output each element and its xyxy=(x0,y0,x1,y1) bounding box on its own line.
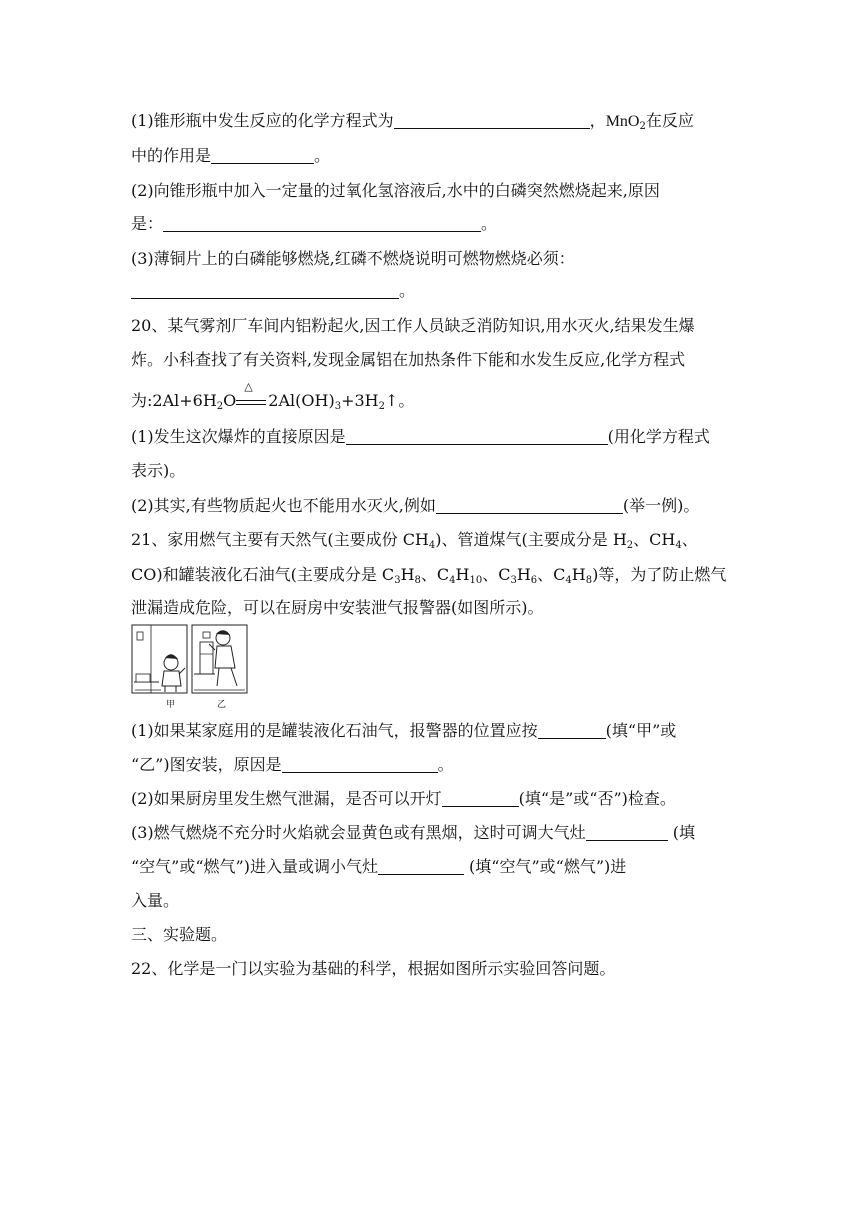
subscript: 6 xyxy=(530,575,538,586)
mno2-formula: MnO xyxy=(605,113,640,130)
eq-part: ↑。 xyxy=(385,391,415,410)
heat-triangle-icon: △ xyxy=(244,380,253,393)
q21-text: H xyxy=(400,565,415,584)
q19-p3-text: (3)薄铜片上的白磷能够燃烧,红磷不燃烧说明可燃物燃烧必须： xyxy=(131,249,575,268)
q21-text: )、管道煤气(主要成分是 H xyxy=(435,530,627,549)
subscript: 2 xyxy=(216,401,224,412)
answer-blank[interactable] xyxy=(163,215,481,232)
q20-text2: 炸。小科查找了有关资料,发现金属铝在加热条件下能和水发生反应,化学方程式 xyxy=(131,350,686,369)
q19-part2-line1 xyxy=(131,181,660,201)
q20-p1-text2: (用化学方程式 xyxy=(607,427,710,446)
heating-condition xyxy=(236,380,268,411)
q21-p3-text: (3)燃气燃烧不充分时火焰就会显黄色或有黑烟，这时可调大气灶 xyxy=(131,823,586,842)
q19-part3-line1 xyxy=(131,249,575,269)
section3-title: 三、实验题。 xyxy=(131,925,228,944)
q20-part1-line1 xyxy=(131,427,710,447)
q19-p1-comma: ， xyxy=(589,111,606,130)
q19-p1-text-end: 在反应 xyxy=(645,111,694,130)
answer-blank[interactable] xyxy=(394,112,590,129)
subscript: 2 xyxy=(378,401,385,412)
subscript: 3 xyxy=(510,575,517,586)
q21-text3: 泄漏造成危险，可以在厨房中安装泄气报警器(如图所示)。 xyxy=(131,598,544,617)
figure-label-yi: 乙 xyxy=(217,700,227,710)
q20-equation xyxy=(131,380,415,412)
answer-blank[interactable] xyxy=(436,497,623,514)
q21-p3-text3: “空气”或“燃气”)进入量或调小气灶 xyxy=(131,857,378,876)
q19-p2-text: (2)向锥形瓶中加入一定量的过氧化氢溶液后,水中的白磷突然燃烧起来,原因 xyxy=(131,181,660,200)
q21-text: 、C xyxy=(420,565,450,584)
q19-p1-period: 。 xyxy=(314,146,331,165)
q19-p3-period: 。 xyxy=(399,281,416,300)
q20-p2-text: (2)其实,有些物质起火也不能用水灭火,例如 xyxy=(131,496,436,515)
subscript: 8 xyxy=(414,575,421,586)
answer-blank[interactable] xyxy=(131,282,399,299)
subscript: 4 xyxy=(449,575,456,586)
q20-line2 xyxy=(131,350,685,370)
q21-text: )等，为了防止燃气 xyxy=(592,565,727,584)
q19-part1-line2 xyxy=(131,146,330,166)
answer-blank[interactable] xyxy=(282,756,438,773)
eq-part: +3H xyxy=(341,391,379,410)
q21-line1 xyxy=(131,530,698,550)
q21-text: CO)和罐装液化石油气(主要成分是 C xyxy=(131,565,395,584)
section-heading-experiments xyxy=(131,925,227,945)
q21-part3-line2 xyxy=(131,857,626,877)
q19-p2-text2: 是： xyxy=(131,214,164,233)
q21-text: 、CH xyxy=(633,530,676,549)
subscript: 4 xyxy=(565,575,572,586)
subscript: 10 xyxy=(469,575,483,586)
subscript: 4 xyxy=(675,540,682,551)
q19-part3-line2 xyxy=(131,281,415,301)
q20-p1-text: (1)发生这次爆炸的直接原因是 xyxy=(131,427,346,446)
q21-part1-line1 xyxy=(131,721,676,741)
q20-p2-text2: (举一例)。 xyxy=(622,496,700,515)
answer-blank[interactable] xyxy=(538,722,606,739)
gas-alarm-illustration xyxy=(131,624,249,700)
q21-text: 、 xyxy=(681,530,698,549)
q21-part3-line1 xyxy=(131,823,695,843)
q19-part2-line2 xyxy=(131,214,497,234)
q21-text: H xyxy=(455,565,470,584)
answer-blank[interactable] xyxy=(442,790,519,807)
answer-blank[interactable] xyxy=(586,824,668,841)
subscript: 2 xyxy=(626,540,634,551)
subscript: 4 xyxy=(428,540,436,551)
eq-part: O xyxy=(223,391,237,410)
q21-text: H xyxy=(571,565,586,584)
q21-p1-text3: “乙”)图安装，原因是 xyxy=(131,755,282,774)
q21-p3-text5: 入量。 xyxy=(131,891,180,910)
q21-text: 、C xyxy=(537,565,566,584)
answer-blank[interactable] xyxy=(211,147,314,164)
q19-p2-period: 。 xyxy=(481,214,498,233)
q21-part1-line2 xyxy=(131,755,454,775)
q20-line1 xyxy=(131,316,695,336)
q21-text: 21、家用燃气主要有天然气(主要成份 CH xyxy=(131,530,429,549)
q21-part3-line3 xyxy=(131,891,179,911)
subscript: 8 xyxy=(585,575,593,586)
q20-part2 xyxy=(131,496,699,516)
subscript: 3 xyxy=(334,401,342,412)
q21-line2 xyxy=(131,565,726,585)
q21-p1-text: (1)如果某家庭用的是罐装液化石油气，报警器的位置应按 xyxy=(131,721,538,740)
q21-line3 xyxy=(131,598,544,618)
subscript: 2 xyxy=(639,121,646,132)
q21-p1-period: 。 xyxy=(437,755,454,774)
answer-blank[interactable] xyxy=(378,858,464,875)
q22-line xyxy=(131,959,615,979)
q20-p1-text3: 表示)。 xyxy=(131,461,186,480)
q21-p1-text2: (填“甲”或 xyxy=(605,721,677,740)
answer-blank[interactable] xyxy=(346,428,608,445)
q19-part1-line1 xyxy=(131,111,694,132)
figure-label-jia: 甲 xyxy=(166,700,176,710)
q21-text: 、C xyxy=(482,565,511,584)
q20-text1: 20、某气雾剂厂车间内铝粉起火,因工作人员缺乏消防知识,用水灭火,结果发生爆 xyxy=(131,316,695,335)
gas-alarm-figure xyxy=(131,624,249,714)
q20-part1-line2 xyxy=(131,461,185,481)
eq-part: 为:2Al+6H xyxy=(131,391,217,410)
q22-text: 22、化学是一门以实验为基础的科学，根据如图所示实验回答问题。 xyxy=(131,959,616,978)
subscript: 3 xyxy=(394,575,401,586)
q19-p1-text2: 中的作用是 xyxy=(131,146,212,165)
q21-part2 xyxy=(131,789,676,809)
eq-part: 2Al(OH) xyxy=(268,391,335,410)
q21-p3-text2: (填 xyxy=(667,823,696,842)
q21-text: H xyxy=(516,565,531,584)
q21-p3-text4: (填“空气”或“燃气”)进 xyxy=(463,857,627,876)
q19-p1-text: (1)锥形瓶中发生反应的化学方程式为 xyxy=(131,111,394,130)
q21-p2-text2: (填“是”或“否”)检查。 xyxy=(518,789,676,808)
q21-p2-text: (2)如果厨房里发生燃气泄漏，是否可以开灯 xyxy=(131,789,442,808)
